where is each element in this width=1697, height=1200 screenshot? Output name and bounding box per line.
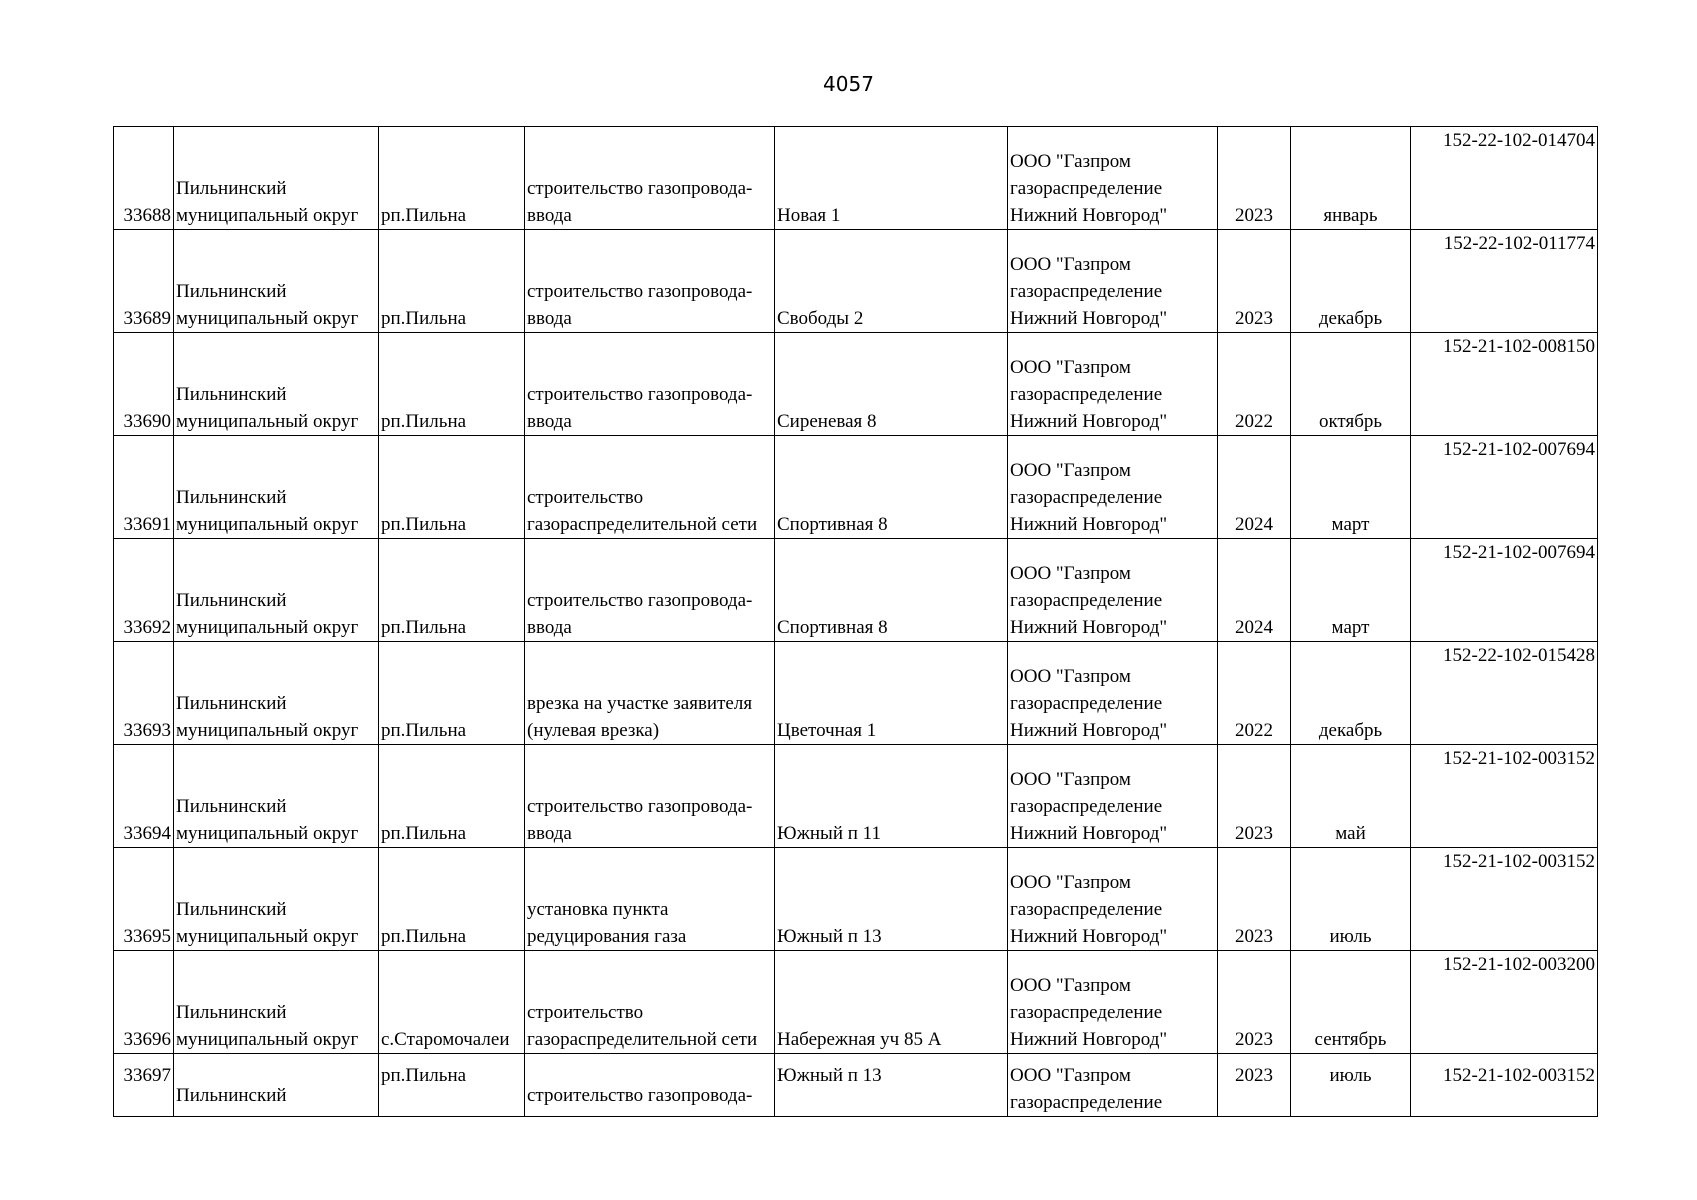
cell-address: Набережная уч 85 А [775,951,1008,1054]
cell-district [174,230,379,333]
cell-application-code: 152-22-102-011774 [1411,230,1598,333]
cell-district-line: Пильнинский [176,1085,287,1106]
cell-work-type [525,333,775,436]
cell-district [174,539,379,642]
cell-work-type-line: ввода [527,823,572,844]
cell-district [174,127,379,230]
cell-district-line: Пильнинский [176,796,287,817]
cell-organization-line: Нижний Новгород" [1010,205,1168,226]
table-row [114,333,1598,436]
cell-work-type-line: строительство газопровода- [527,796,753,817]
cell-district-line: муниципальный округ [176,411,359,432]
cell-organization-line: Нижний Новгород" [1010,823,1168,844]
cell-work-type-line: ввода [527,205,572,226]
cell-locality: рп.Пильна [379,333,525,436]
cell-application-code: 152-22-102-014704 [1411,127,1598,230]
cell-application-code: 152-21-102-007694 [1411,539,1598,642]
cell-number: 33697 [114,1054,174,1117]
cell-organization-line: ООО "Газпром [1010,254,1131,275]
cell-district-line: муниципальный округ [176,205,359,226]
cell-year: 2022 [1218,642,1291,745]
cell-organization-line: Нижний Новгород" [1010,514,1168,535]
cell-work-type [525,642,775,745]
cell-work-type-line: строительство газопровода- [527,1085,753,1106]
gasification-registry-table [113,126,1598,1117]
cell-organization-line: ООО "Газпром [1010,975,1131,996]
cell-work-type-line: (нулевая врезка) [527,720,660,741]
cell-district [174,951,379,1054]
cell-locality: рп.Пильна [379,230,525,333]
cell-district-line: Пильнинский [176,487,287,508]
cell-district-line: Пильнинский [176,693,287,714]
cell-year: 2022 [1218,333,1291,436]
cell-locality: рп.Пильна [379,848,525,951]
table-row [114,745,1598,848]
cell-work-type-line: строительство газопровода- [527,384,753,405]
cell-month: октябрь [1291,333,1411,436]
cell-district-line: Пильнинский [176,281,287,302]
table-row [114,127,1598,230]
cell-application-code: 152-21-102-003200 [1411,951,1598,1054]
cell-organization-line: Нижний Новгород" [1010,308,1168,329]
cell-organization-line: ООО "Газпром [1010,666,1131,687]
table-row [114,951,1598,1054]
cell-district-line: муниципальный округ [176,514,359,535]
cell-organization-line: газораспределение [1010,693,1163,714]
cell-organization-line: газораспределение [1010,178,1163,199]
cell-organization-line: ООО "Газпром [1010,769,1131,790]
cell-organization [1008,951,1218,1054]
table-row [114,642,1598,745]
cell-work-type-line: строительство газопровода- [527,590,753,611]
cell-number: 33696 [114,951,174,1054]
cell-year: 2023 [1218,127,1291,230]
cell-district-line: муниципальный округ [176,1029,359,1050]
cell-year: 2023 [1218,951,1291,1054]
cell-application-code: 152-21-102-008150 [1411,333,1598,436]
cell-organization [1008,539,1218,642]
cell-year: 2023 [1218,230,1291,333]
cell-organization-line: газораспределение [1010,1002,1163,1023]
cell-district-line: Пильнинский [176,384,287,405]
cell-number: 33692 [114,539,174,642]
cell-locality: рп.Пильна [379,539,525,642]
cell-month: сентябрь [1291,951,1411,1054]
table-row [114,539,1598,642]
cell-work-type [525,1054,775,1117]
cell-district-line: муниципальный округ [176,720,359,741]
cell-district-line: Пильнинский [176,178,287,199]
cell-organization [1008,333,1218,436]
cell-work-type-line: ввода [527,617,572,638]
cell-organization-line: ООО "Газпром [1010,357,1131,378]
cell-work-type-line: врезка на участке заявителя [527,693,753,714]
cell-address: Южный п 13 [775,1054,1008,1117]
cell-locality: рп.Пильна [379,1054,525,1117]
cell-work-type [525,127,775,230]
cell-work-type-line: редуцирования газа [527,926,687,947]
cell-year: 2023 [1218,1054,1291,1117]
cell-district-line: Пильнинский [176,590,287,611]
cell-district [174,1054,379,1117]
cell-work-type-line: ввода [527,308,572,329]
cell-address: Спортивная 8 [775,436,1008,539]
cell-work-type-line: строительство [527,487,644,508]
cell-application-code: 152-21-102-003152 [1411,848,1598,951]
cell-organization-line: газораспределение [1010,1092,1163,1113]
cell-work-type-line: строительство газопровода- [527,281,753,302]
cell-locality: рп.Пильна [379,642,525,745]
page-number: 4057 [823,72,874,96]
cell-district [174,848,379,951]
table-row [114,230,1598,333]
cell-number: 33688 [114,127,174,230]
cell-locality: с.Старомочалеи [379,951,525,1054]
cell-address: Новая 1 [775,127,1008,230]
cell-organization-line: Нижний Новгород" [1010,411,1168,432]
cell-locality: рп.Пильна [379,745,525,848]
cell-address: Южный п 13 [775,848,1008,951]
cell-number: 33694 [114,745,174,848]
cell-work-type [525,436,775,539]
cell-organization-line: Нижний Новгород" [1010,617,1168,638]
cell-organization-line: газораспределение [1010,384,1163,405]
cell-number: 33689 [114,230,174,333]
cell-district-line: муниципальный округ [176,926,359,947]
cell-organization [1008,848,1218,951]
cell-month: март [1291,539,1411,642]
cell-work-type [525,539,775,642]
table-row [114,436,1598,539]
cell-district-line: муниципальный округ [176,823,359,844]
cell-address: Сиреневая 8 [775,333,1008,436]
cell-number: 33695 [114,848,174,951]
cell-work-type [525,230,775,333]
cell-application-code: 152-21-102-007694 [1411,436,1598,539]
cell-application-code: 152-22-102-015428 [1411,642,1598,745]
cell-address: Цветочная 1 [775,642,1008,745]
cell-address: Свободы 2 [775,230,1008,333]
cell-month: июль [1291,848,1411,951]
cell-organization-line: ООО "Газпром [1010,1065,1131,1086]
cell-organization [1008,745,1218,848]
cell-year: 2024 [1218,436,1291,539]
cell-organization-line: ООО "Газпром [1010,563,1131,584]
cell-district [174,333,379,436]
cell-organization [1008,642,1218,745]
cell-organization-line: ООО "Газпром [1010,460,1131,481]
cell-month: март [1291,436,1411,539]
cell-address: Южный п 11 [775,745,1008,848]
cell-work-type-line: установка пункта [527,899,669,920]
cell-year: 2023 [1218,745,1291,848]
cell-year: 2023 [1218,848,1291,951]
cell-organization-line: ООО "Газпром [1010,151,1131,172]
table-row [114,848,1598,951]
cell-organization-line: газораспределение [1010,590,1163,611]
cell-application-code: 152-21-102-003152 [1411,1054,1598,1117]
cell-work-type-line: строительство [527,1002,644,1023]
cell-application-code: 152-21-102-003152 [1411,745,1598,848]
cell-district [174,745,379,848]
cell-year: 2024 [1218,539,1291,642]
cell-organization-line: ООО "Газпром [1010,872,1131,893]
cell-district [174,642,379,745]
cell-organization [1008,1054,1218,1117]
cell-month: июль [1291,1054,1411,1117]
cell-organization-line: газораспределение [1010,281,1163,302]
cell-district-line: Пильнинский [176,899,287,920]
cell-district-line: муниципальный округ [176,617,359,638]
cell-month: май [1291,745,1411,848]
cell-address: Спортивная 8 [775,539,1008,642]
cell-work-type-line: газораспределительной сети [527,514,758,535]
cell-number: 33691 [114,436,174,539]
cell-number: 33690 [114,333,174,436]
cell-work-type-line: газораспределительной сети [527,1029,758,1050]
cell-district-line: Пильнинский [176,1002,287,1023]
cell-organization [1008,127,1218,230]
cell-work-type [525,951,775,1054]
cell-district [174,436,379,539]
cell-organization [1008,230,1218,333]
cell-work-type [525,745,775,848]
cell-organization-line: газораспределение [1010,487,1163,508]
cell-month: январь [1291,127,1411,230]
cell-locality: рп.Пильна [379,127,525,230]
cell-organization-line: Нижний Новгород" [1010,926,1168,947]
cell-organization [1008,436,1218,539]
cell-work-type-line: строительство газопровода- [527,178,753,199]
cell-month: декабрь [1291,230,1411,333]
cell-organization-line: Нижний Новгород" [1010,1029,1168,1050]
cell-district-line: муниципальный округ [176,308,359,329]
table-row [114,1054,1598,1117]
cell-organization-line: газораспределение [1010,899,1163,920]
cell-month: декабрь [1291,642,1411,745]
cell-organization-line: газораспределение [1010,796,1163,817]
cell-number: 33693 [114,642,174,745]
cell-work-type-line: ввода [527,411,572,432]
cell-locality: рп.Пильна [379,436,525,539]
cell-work-type [525,848,775,951]
table-body [114,127,1598,1117]
cell-organization-line: Нижний Новгород" [1010,720,1168,741]
